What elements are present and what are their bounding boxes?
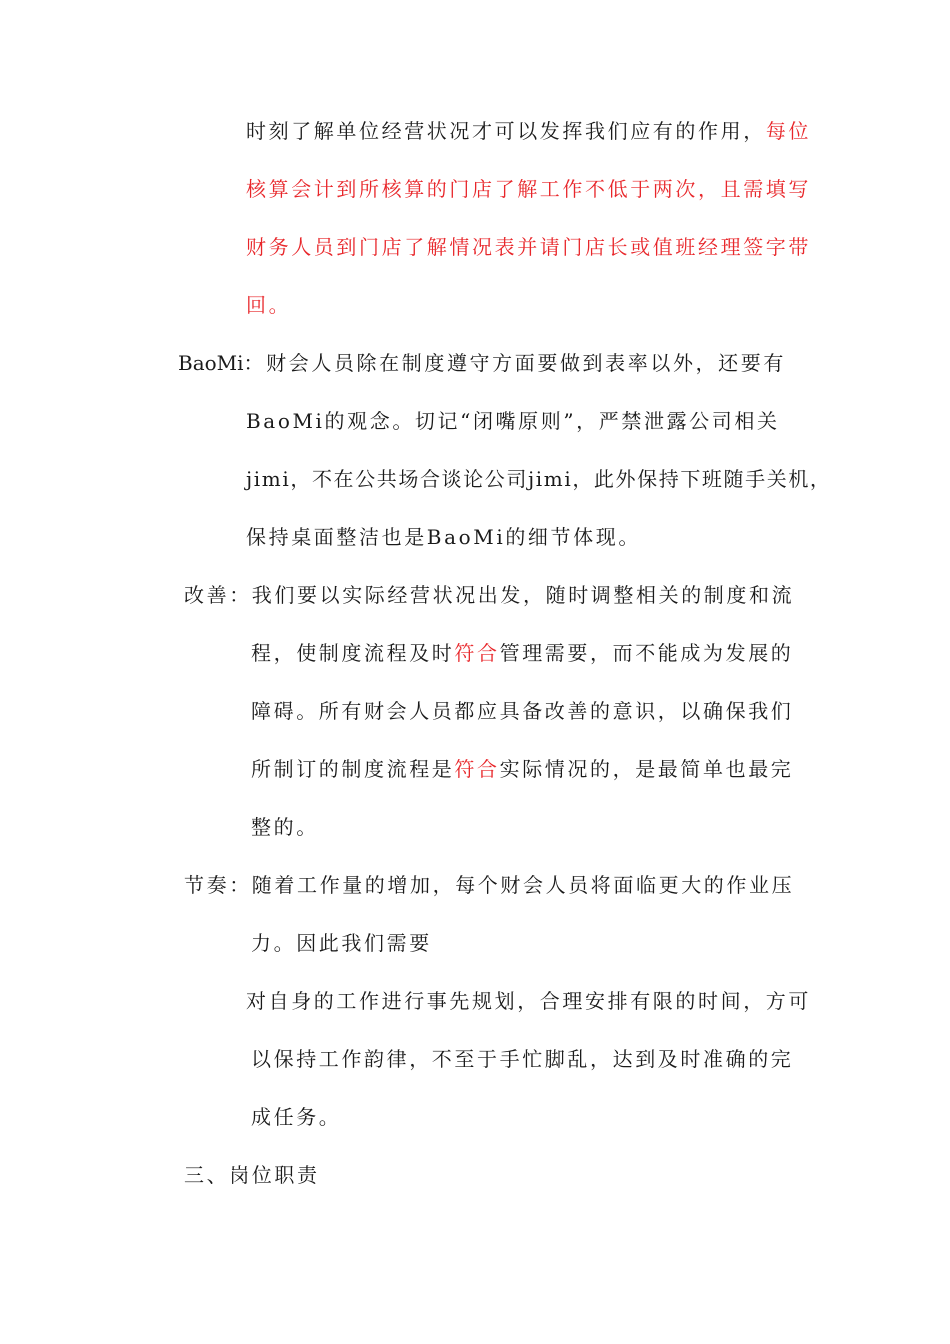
jiezou-line-1: 节奏：随着工作量的增加，每个财会人员将面临更大的作业压	[184, 873, 795, 897]
gaishan-line-2-highlight: 符合	[454, 641, 500, 665]
jiezou-line-5: 成任务。	[251, 1105, 342, 1129]
paragraph-1-line-1-highlight: 每位	[765, 119, 812, 143]
gaishan-line-3: 障碍。所有财会人员都应具备改善的意识，以确保我们	[251, 699, 794, 723]
gaishan-line-2-text-a: 程，使制度流程及时	[251, 641, 455, 665]
gaishan-line-2	[251, 639, 793, 667]
gaishan-line-4-text-b: 实际情况的，是最简单也最完	[499, 757, 794, 781]
jiezou-line-3: 对自身的工作进行事先规划，合理安排有限的时间，方可	[246, 989, 811, 1013]
gaishan-line-5: 整的。	[251, 815, 319, 839]
gaishan-line-4-highlight: 符合	[454, 757, 500, 781]
baomi-term: BaoMi	[178, 351, 244, 375]
paragraph-1-line-2: 核算会计到所核算的门店了解工作不低于两次，且需填写	[246, 177, 811, 201]
baomi-line-3: jimi，不在公共场合谈论公司jimi，此外保持下班随手关机，	[246, 467, 832, 491]
baomi-line-4: 保持桌面整洁也是BaoMi的细节体现。	[246, 525, 641, 549]
jiezou-line-2: 力。因此我们需要	[251, 931, 432, 955]
gaishan-line-4	[251, 755, 793, 783]
baomi-line-1-text: ：财会人员除在制度遵守方面要做到表率以外，还要有	[243, 351, 786, 375]
baomi-line-2: BaoMi的观念。切记“闭嘴原则”，严禁泄露公司相关	[246, 409, 780, 433]
section-heading: 三、岗位职责	[184, 1163, 320, 1187]
gaishan-line-4-text-a: 所制订的制度流程是	[251, 757, 455, 781]
baomi-line-1	[178, 349, 786, 377]
paragraph-1-line-4: 回。	[246, 293, 292, 317]
jiezou-line-4: 以保持工作韵律，不至于手忙脚乱，达到及时准确的完	[251, 1047, 794, 1071]
gaishan-line-1: 改善：我们要以实际经营状况出发，随时调整相关的制度和流	[184, 583, 795, 607]
gaishan-line-2-text-b: 管理需要，而不能成为发展的	[499, 641, 794, 665]
paragraph-1-line-1	[246, 117, 811, 145]
paragraph-1-line-3: 财务人员到门店了解情况表并请门店长或值班经理签字带	[246, 235, 811, 259]
paragraph-1-line-1-text: 时刻了解单位经营状况才可以发挥我们应有的作用，	[246, 119, 766, 143]
